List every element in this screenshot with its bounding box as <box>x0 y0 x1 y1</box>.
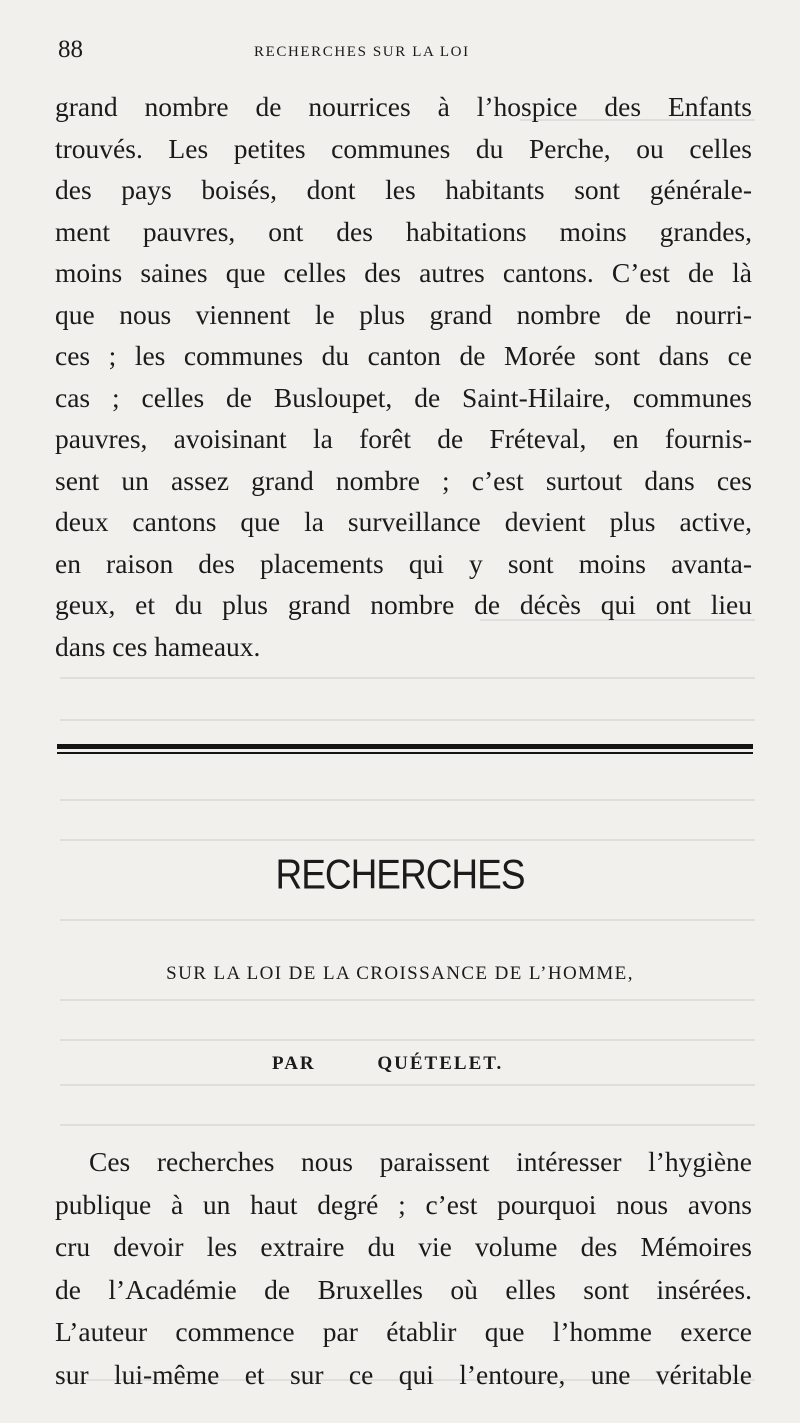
text-line: moins saines que celles des autres cantons. C’est de là <box>55 257 752 288</box>
text-line: des pays boisés, dont les habitants sont générale- <box>55 174 752 205</box>
running-header <box>58 36 758 76</box>
article-subtitle: SUR LA LOI DE LA CROISSANCE DE L’HOMME, <box>166 963 634 984</box>
text-line: de l’Académie de Bruxelles où elles sont insérées. <box>55 1273 752 1305</box>
page-number: 88 <box>58 36 83 63</box>
article-paragraph <box>55 1141 752 1396</box>
text-line: sur lui-même et sur ce qui l’entoure, une véritable <box>55 1358 752 1390</box>
text-line: L’auteur commence par établir que l’homme exerce <box>55 1316 752 1347</box>
article-byline: PAR QUÉTELET. <box>272 1053 504 1074</box>
text-line: grand nombre de nourrices à l’hospice des Enfants <box>55 91 752 122</box>
running-title: RECHERCHES SUR LA LOI <box>254 44 470 60</box>
text-line: deux cantons que la surveillance devient plus active, <box>55 506 752 537</box>
text-line: Ces recherches nous paraissent intéresser l’hygiène <box>89 1146 752 1177</box>
text-line: en raison des placements qui y sont moins avanta- <box>55 547 752 579</box>
article-title: RECHERCHES <box>275 851 525 898</box>
text-line: cru devoir les extraire du vie volume des Mémoires <box>55 1231 752 1262</box>
text-line: geux, et du plus grand nombre de décès qui ont lieu <box>55 589 752 620</box>
text-line: que nous viennent le plus grand nombre de nourri- <box>55 298 752 330</box>
text-line: publique à un haut degré ; c’est pourquoi nous avons <box>55 1188 752 1220</box>
text-line: trouvés. Les petites communes du Perche, ou celles <box>55 132 752 164</box>
text-line: ces ; les communes du canton de Morée sont dans ce <box>55 340 752 371</box>
text-line: sent un assez grand nombre ; c’est surtout dans ces <box>55 464 752 496</box>
continued-paragraph <box>55 86 752 667</box>
divider-thick-line <box>57 744 753 749</box>
text-line: ment pauvres, ont des habitations moins grandes, <box>55 215 752 247</box>
text-line: cas ; celles de Busloupet, de Saint-Hilaire, communes <box>55 381 752 413</box>
section-divider <box>57 744 753 758</box>
text-line: dans ces hameaux. <box>55 630 261 662</box>
divider-thin-line <box>57 752 753 754</box>
text-line: pauvres, avoisinant la forêt de Fréteval, en fournis- <box>55 423 752 454</box>
